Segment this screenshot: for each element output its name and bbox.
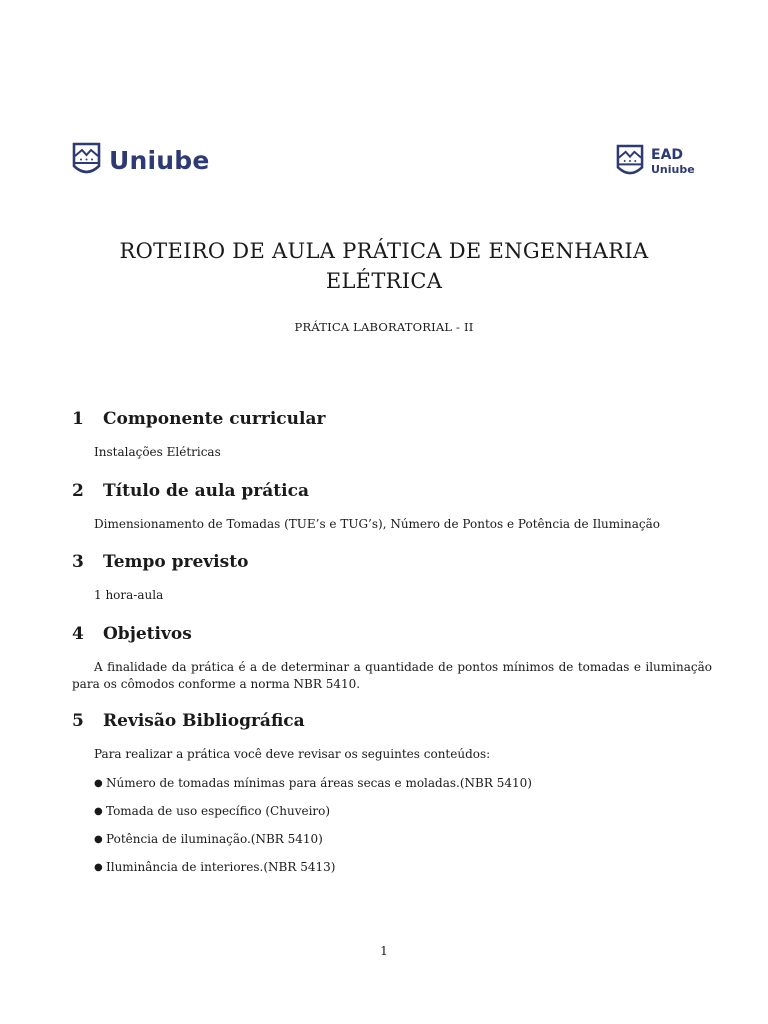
section-title: Objetivos bbox=[103, 624, 192, 644]
section-body: Instalações Elétricas bbox=[94, 445, 221, 459]
section-objetivos bbox=[72, 623, 712, 693]
section-number: 3 bbox=[72, 552, 84, 572]
bullet-icon: ● bbox=[94, 834, 103, 845]
section-body: 1 hora-aula bbox=[94, 588, 164, 602]
page-number: 1 bbox=[380, 944, 388, 958]
document-title: ROTEIRO DE AULA PRÁTICA DE ENGENHARIA ELÉTRICA bbox=[119, 239, 649, 293]
list-item-text: Potência de iluminação.(NBR 5410) bbox=[106, 832, 323, 846]
section-number: 2 bbox=[72, 481, 84, 501]
uniube-logo bbox=[72, 142, 210, 178]
shield-logo-icon bbox=[72, 142, 101, 178]
bullet-icon: ● bbox=[94, 778, 103, 789]
section-title: Tempo previsto bbox=[103, 552, 249, 572]
shield-logo-icon bbox=[616, 144, 644, 179]
bullet-list bbox=[72, 775, 712, 876]
bullet-icon: ● bbox=[94, 806, 103, 817]
brand-name: Uniube bbox=[109, 145, 210, 175]
list-item-text: Iluminância de interiores.(NBR 5413) bbox=[106, 860, 336, 874]
section-number: 1 bbox=[72, 409, 84, 429]
list-item-text: Número de tomadas mínimas para áreas secas e moladas.(NBR 5410) bbox=[106, 776, 532, 790]
section-heading bbox=[72, 408, 712, 430]
list-item bbox=[94, 831, 712, 848]
section-title: Componente curricular bbox=[103, 409, 326, 429]
section-heading bbox=[72, 480, 712, 502]
section-body: Para realizar a prática você deve revisar os seguintes conteúdos: bbox=[94, 747, 491, 761]
list-item bbox=[94, 859, 712, 876]
document-subtitle: PRÁTICA LABORATORIAL - II bbox=[294, 320, 474, 334]
section-number: 5 bbox=[72, 711, 84, 731]
section-body: A finalidade da prática é a de determinar a quantidade de pontos mínimos de tomadas e iluminação para os cômodos conforme a norma NBR 5410. bbox=[72, 660, 712, 691]
list-item bbox=[94, 775, 712, 792]
list-item-text: Tomada de uso específico (Chuveiro) bbox=[106, 804, 331, 818]
section-heading bbox=[72, 623, 712, 645]
section-number: 4 bbox=[72, 624, 84, 644]
section-title: Título de aula prática bbox=[103, 481, 309, 501]
section-heading bbox=[72, 551, 712, 573]
section-revisao-bibliografica bbox=[72, 710, 712, 887]
section-heading bbox=[72, 710, 712, 732]
ead-subtitle: Uniube bbox=[651, 163, 695, 176]
bullet-icon: ● bbox=[94, 862, 103, 873]
list-item bbox=[94, 803, 712, 820]
section-title: Revisão Bibliográfica bbox=[103, 711, 305, 731]
section-titulo-aula bbox=[72, 480, 712, 533]
section-body: Dimensionamento de Tomadas (TUE’s e TUG’s), Número de Pontos e Potência de Iluminação bbox=[94, 517, 660, 531]
section-tempo-previsto bbox=[72, 551, 712, 604]
ead-title: EAD bbox=[651, 147, 684, 163]
ead-uniube-logo bbox=[616, 144, 695, 179]
section-componente-curricular bbox=[72, 408, 712, 461]
